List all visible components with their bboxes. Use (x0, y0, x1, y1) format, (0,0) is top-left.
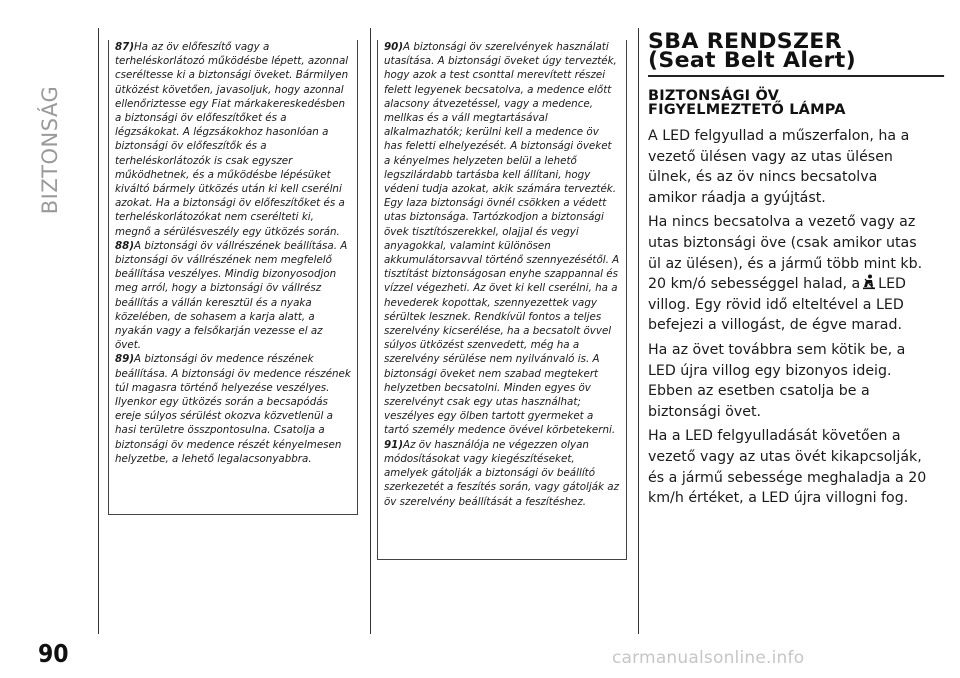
section-title: SBA RENDSZER (Seat Belt Alert) (648, 32, 944, 77)
watermark: carmanualsonline.info (612, 648, 805, 668)
column-divider (638, 28, 639, 634)
paragraph-2: Ha nincs becsatolva a vezető vagy az utas biztonsági öve (csak amikor utas ül az ülésen), és a jármű több mint kb. 20 km/ó sebességgel halad, a LED villog. Egy rövid idő elteltével a LED befejezi a villogást, de égve marad. (648, 214, 923, 334)
section-side-label: BIZTONSÁG (38, 85, 62, 215)
warning-notes-box-middle (377, 40, 627, 560)
seatbelt-warning-icon (861, 274, 877, 290)
note-88: 88)A biztonsági öv vállrészének beállítása. A biztonsági öv vállrészének nem megfelelő beállítása veszélyes. Mindig bizonyosodjon meg arról, hogy a biztonsági öv vállrész beállítás a vállán keresztül és a nyaka közelében, de sohasem a karja alatt, a nyakán vagy a felsőkarján vezesse el az övet. (115, 239, 348, 352)
column-divider (98, 28, 99, 634)
note-90: 90)A biztonsági öv szerelvények használati utasítása. A biztonsági öveket úgy tervezték, hogy azok a test csonttal merevített részei felett legyenek becsatolva, a medence előtt alacsony átvezetéssel, vagy a medence, mellkas és a váll megtartásával alkalmazhatók; kerülni kell a medence öv has feletti elhelyezését. A biztonsági öveket a kényelmes helyzeten belül a lehető legszilárdabb tartásba kell állítani, hogy védeni tudja azokat, akik számára tervezték. Egy laza biztonsági övnél csökken a védett utas biztonsága. Tartózkodjon a biztonsági övek tisztítószerekkel, olajjal és vegyi anyagokkal, valamint különösen akkumulátorsavval történő szennyezésétől. A tisztítást biztonságosan enyhe szappannal és vízzel végezheti. Az övet ki kell cserélni, ha a hevederek kopottak, szennyezettek vagy sérültek lesznek. Rendkívül fontos a teljes szerelvény kicserélése, ha a becsatolt övvel súlyos ütközést szenvedett, még ha a szerelvény sérülése nem nyilvánvaló is. A biztonsági öveket nem szabad megtekert helyzetben becsatolni. Minden egyes öv szerelvényt csak egy utas használhat; veszélyes egy ölben tartott gyermeket a tartó személy medence övével körbetekerni. (384, 41, 620, 437)
page-number: 90 (38, 640, 69, 669)
note-91: 91)Az öv használója ne végezzen olyan módosításokat vagy kiegészítéseket, amelyek gátolják a biztonsági öv beállító szerkezetét a feszítés során, vagy gátolják az öv szerelvény beállítását a feszítéshez. (384, 438, 619, 508)
paragraph-3: Ha az övet továbbra sem kötik be, a LED újra villog egy bizonyos ideig. Ebben az esetben csatolja be a biztonsági övet. (648, 341, 906, 420)
paragraph-4: Ha a LED felgyulladását követően a vezető vagy az utas övét kikapcsolják, és a jármű sebessége meghaladja a 20 km/h értéket, a LED újra villogni fog. (648, 428, 927, 507)
column-divider (370, 28, 371, 634)
paragraph-1: A LED felgyullad a műszerfalon, ha a vezető ülésen vagy az utas ülésen ülnek, és az öv nincs becsatolva amikor ráadja a gyújtást. (648, 128, 910, 206)
note-87: 87)Ha az öv előfeszítő vagy a terheléskorlátozó működésbe lépett, azonnal cseréltesse ki a biztonsági öveket. Bármilyen ütközést követően, javasoljuk, hogy azonnal ellenőriztesse egy Fiat márkakereskedésben a biztonsági öv előfeszítőket és a légzsákokat. A légzsákokhoz hasonlóan a biztonsági öv előfeszítők és a terheléskorlátozók is csak egyszer működhetnek, és a működésbe lépésüket kiváltó bármely ütközés után ki kell cserélni azokat. Ha a biztonsági öv előfeszítőket és a terheléskorlátozókat nem cserélteti ki, megnő a sérülésveszély egy ütközés során. (115, 41, 349, 238)
warning-notes-box-left (108, 40, 358, 515)
sba-section (648, 29, 930, 513)
note-89: 89)A biztonsági öv medence részének beállítása. A biztonsági öv medence részének túl magasra történő helyezése veszélyes. Ilyenkor egy ütközés során a becsapódás ereje súlyos sérülést okozva közvetlenül a hasi területre összpontosulna. Csatolja a biztonsági öv medence részét kényelmesen helyzetbe, a lehető legalacsonyabbra. (115, 353, 351, 465)
section-subtitle: BIZTONSÁGI ÖV FIGYELMEZTETŐ LÁMPA (648, 88, 846, 118)
